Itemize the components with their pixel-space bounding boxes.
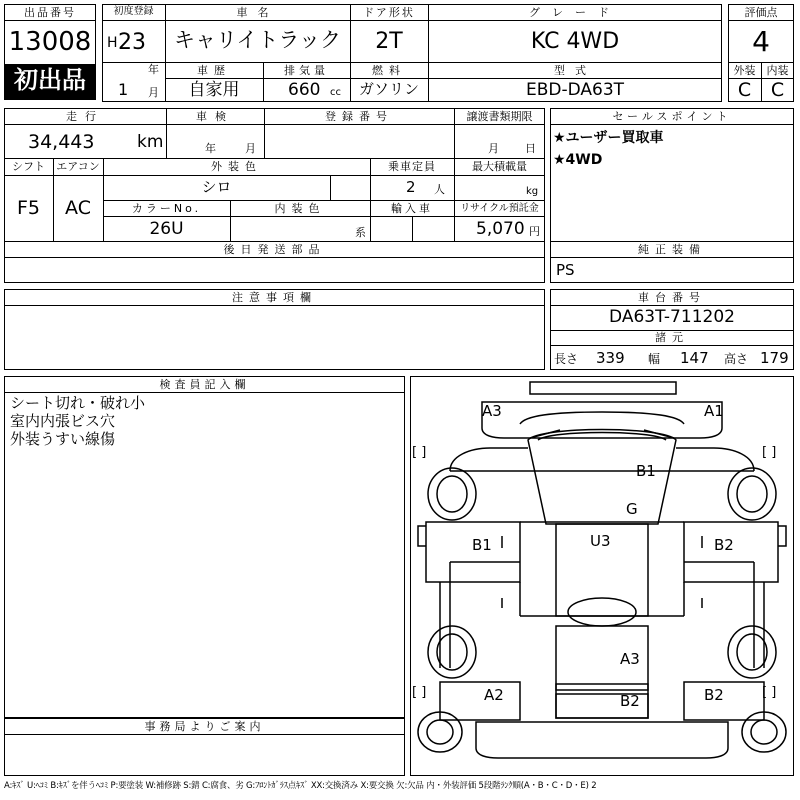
notes-title: 注意事項欄 bbox=[232, 291, 317, 304]
mark-b1-roof: B1 bbox=[636, 462, 656, 480]
reg-month-unit: 月 bbox=[148, 86, 159, 99]
mileage: 34,443 bbox=[28, 131, 95, 153]
sales-points-title: セールスポイント bbox=[612, 110, 732, 123]
mark-g-windshield: G bbox=[626, 500, 638, 518]
ac: AC bbox=[65, 197, 91, 219]
shift: F5 bbox=[16, 197, 41, 219]
ac-label: エアコン bbox=[56, 160, 100, 173]
interior-label: 内装色 bbox=[274, 202, 326, 215]
capacity-unit: 人 bbox=[434, 183, 445, 196]
mark-b2-tailgate: B2 bbox=[620, 692, 640, 710]
legend-text: A:ｷｽﾞ U:ﾍｺﾐ B:ｷｽﾞを伴うﾍｺﾐ P:要塗装 W:補修跡 S:錆 C:腐食、劣 G:ﾌﾛﾝﾄｶﾞﾗｽ点ｷｽﾞ XX:交換済み X:要交換 欠:欠品 内・外装評価 5段階ﾗﾝｸ順(A・B・C・D・E) 2 bbox=[4, 781, 597, 791]
displacement-unit: cc bbox=[330, 87, 341, 98]
int-grade: C bbox=[770, 79, 785, 101]
mileage-unit: km bbox=[137, 132, 164, 152]
width-label: 幅 bbox=[648, 352, 661, 366]
reg-label: 初度登録 bbox=[113, 6, 154, 17]
mark-a1-front: A1 bbox=[704, 402, 724, 420]
fuel-label: 燃料 bbox=[372, 64, 406, 77]
score-label: 評価点 bbox=[744, 6, 778, 19]
dims-title: 諸元 bbox=[655, 331, 689, 344]
inspection-year-unit: 年 bbox=[205, 142, 216, 155]
bracket-mark: [ ] bbox=[412, 685, 427, 700]
height: 179 bbox=[760, 349, 789, 367]
color-label: 外装色 bbox=[211, 160, 262, 173]
inspection-label: 車検 bbox=[196, 110, 234, 123]
mark-a3-bed: A3 bbox=[620, 650, 640, 668]
mark-a3-front: A3 bbox=[482, 402, 502, 420]
inspector-note: 外装うすい線傷 bbox=[10, 430, 116, 448]
length: 339 bbox=[596, 349, 625, 367]
fuel: ガソリン bbox=[358, 80, 419, 98]
interior-unit: 系 bbox=[355, 226, 366, 239]
int-grade-label: 内装 bbox=[766, 64, 789, 77]
model-label: 型式 bbox=[554, 64, 596, 77]
reg-year: 23 bbox=[118, 30, 146, 55]
chassis-number: DA63T-711202 bbox=[609, 307, 735, 327]
sales-point: ★ユーザー買取車 bbox=[553, 130, 664, 146]
inspector-note: 室内内張ビス穴 bbox=[10, 412, 116, 430]
recycle-label: リサイクル預託金 bbox=[460, 203, 539, 214]
ext-grade: C bbox=[737, 79, 752, 101]
displacement-label: 排気量 bbox=[284, 64, 329, 77]
mark-b2-rear-right: B2 bbox=[704, 686, 724, 704]
inspector-note: シート切れ・破れ小 bbox=[10, 394, 146, 412]
capacity-label: 乗車定員 bbox=[388, 160, 436, 173]
grade: KC 4WD bbox=[530, 29, 620, 54]
transfer-month-unit: 月 bbox=[488, 142, 499, 155]
car-name: キャリイトラック bbox=[174, 28, 341, 52]
inspection-month-unit: 月 bbox=[245, 142, 256, 155]
transfer-label: 譲渡書類期限 bbox=[466, 110, 533, 123]
load-unit: kg bbox=[526, 186, 539, 197]
lot-number: 13008 bbox=[8, 27, 92, 57]
width: 147 bbox=[680, 349, 709, 367]
reg-year-unit: 年 bbox=[148, 63, 159, 76]
displacement: 660 bbox=[288, 80, 321, 100]
colorno-label: カラーNo. bbox=[131, 202, 202, 215]
lot-label: 出品番号 bbox=[24, 6, 76, 19]
length-label: 長さ bbox=[554, 352, 579, 366]
history: 自家用 bbox=[188, 80, 240, 100]
recycle-amount: 5,070 bbox=[476, 219, 525, 239]
height-label: 高さ bbox=[724, 352, 749, 366]
mark-b2-right: B2 bbox=[714, 536, 734, 554]
transfer-day-unit: 日 bbox=[525, 142, 536, 155]
mark-u3-cabin: U3 bbox=[590, 532, 611, 550]
car-name-label: 車名 bbox=[236, 6, 279, 19]
bracket-mark: [ ] bbox=[762, 445, 777, 460]
import-label: 輸入車 bbox=[391, 202, 433, 215]
mileage-label: 走行 bbox=[66, 110, 104, 123]
model: EBD-DA63T bbox=[525, 80, 625, 100]
era: H bbox=[107, 35, 118, 51]
colorno: 26U bbox=[149, 219, 184, 239]
office-title: 事務局よりご案内 bbox=[144, 720, 265, 733]
bracket-mark: [ ] bbox=[412, 445, 427, 460]
color: シロ bbox=[201, 178, 232, 196]
capacity: 2 bbox=[406, 178, 416, 196]
grade-label: グレード bbox=[529, 6, 621, 19]
vehicle-diagram bbox=[410, 376, 794, 776]
door-type: 2T bbox=[375, 29, 403, 54]
chassis-title: 車台番号 bbox=[638, 291, 706, 304]
later-parts-label: 後日発送部品 bbox=[223, 243, 326, 256]
reg-month: 1 bbox=[118, 80, 129, 99]
score: 4 bbox=[752, 25, 770, 58]
equipment-title: 純正装備 bbox=[638, 243, 706, 256]
regno-label: 登録番号 bbox=[325, 110, 393, 123]
sales-points-box bbox=[550, 108, 794, 242]
door-label: ドア形状 bbox=[363, 6, 415, 19]
sales-point: ★4WD bbox=[553, 152, 603, 168]
ext-grade-label: 外装 bbox=[733, 64, 756, 77]
mark-b1-left: B1 bbox=[472, 536, 492, 554]
shift-label: シフト bbox=[12, 160, 45, 173]
mark-a2-rear-left: A2 bbox=[484, 686, 504, 704]
load-label: 最大積載量 bbox=[472, 160, 527, 173]
inspector-title: 検査員記入欄 bbox=[159, 378, 250, 391]
recycle-unit: 円 bbox=[529, 225, 540, 238]
bracket-mark: [ ] bbox=[762, 685, 777, 700]
equipment-value: PS bbox=[556, 261, 575, 279]
history-label: 車歴 bbox=[197, 64, 231, 77]
first-listing-label: 初出品 bbox=[14, 66, 86, 94]
